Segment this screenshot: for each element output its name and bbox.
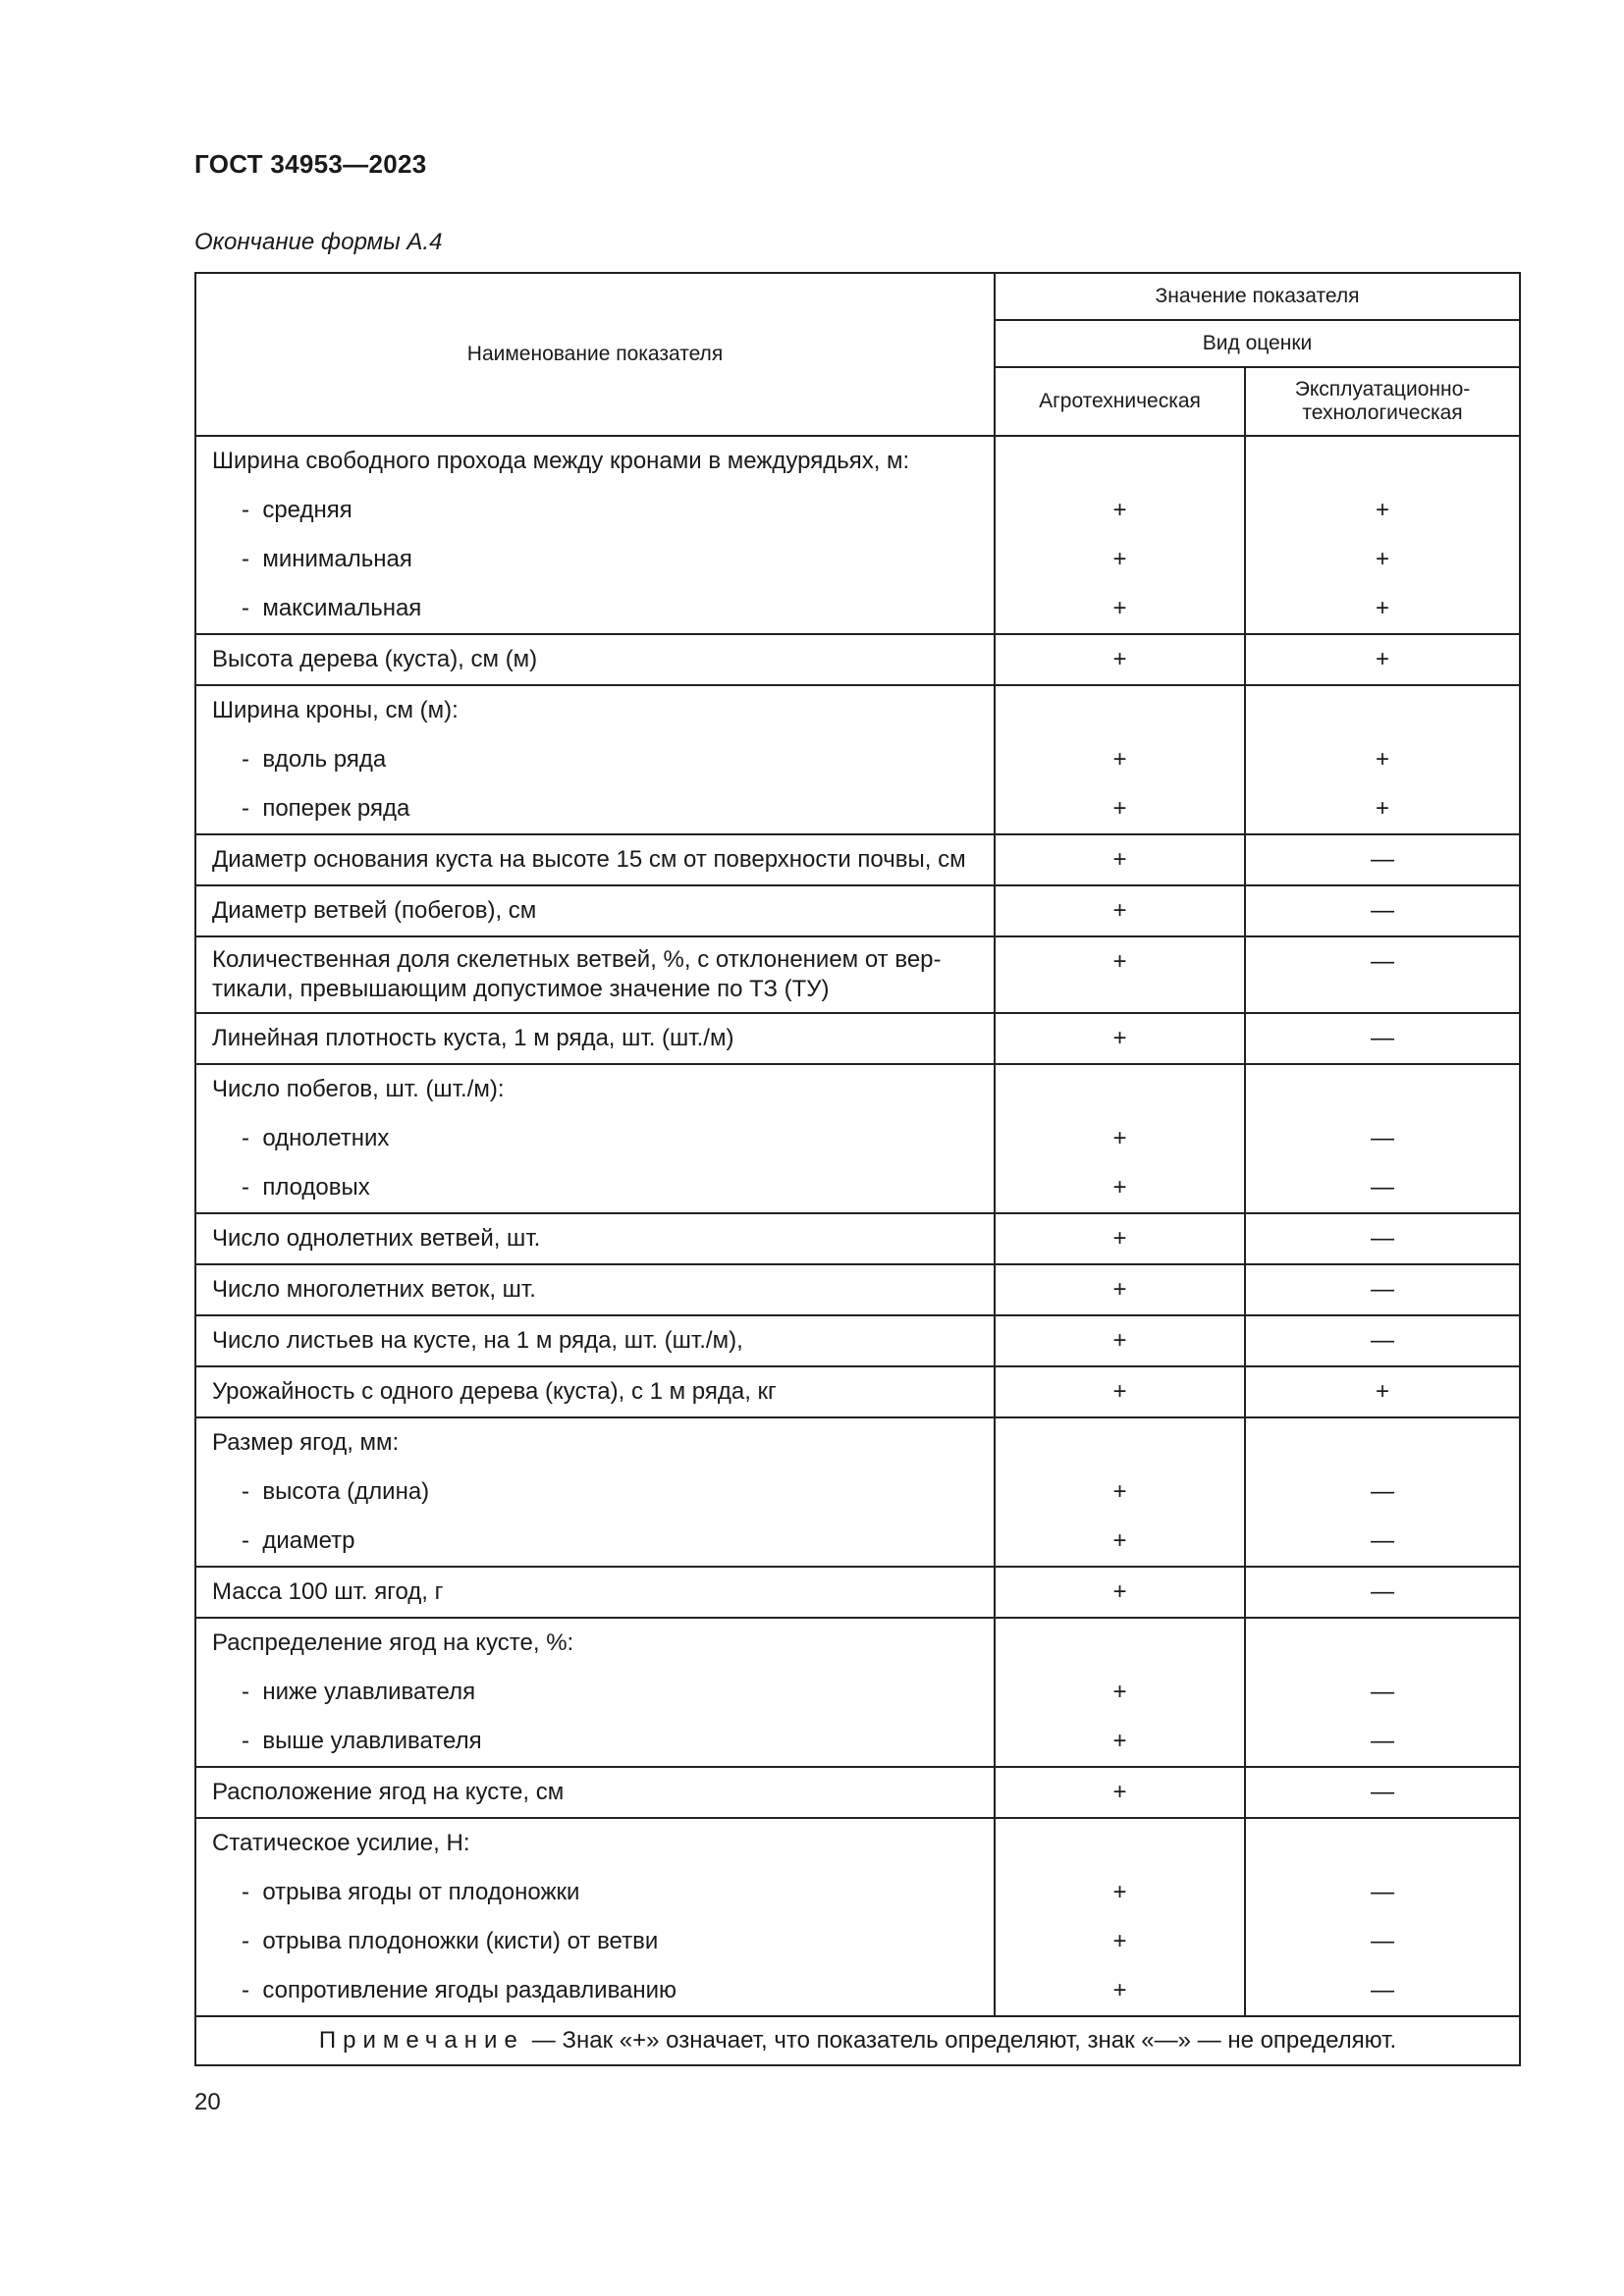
- indicator-text: сопротивление ягоды раздавливанию: [262, 1977, 677, 2003]
- indicator-name: [196, 1014, 994, 1063]
- mark-value: +: [1112, 1728, 1127, 1754]
- mark-value: +: [1112, 497, 1127, 523]
- table-caption: Окончание формы А.4: [194, 229, 443, 255]
- indicator-name: [196, 835, 994, 884]
- mark-value: +: [1112, 1125, 1127, 1151]
- table-row: [195, 1818, 1520, 2016]
- table-body: [195, 436, 1520, 2016]
- mark-value: [996, 1065, 1244, 1114]
- indicator-text: Расположение ягод на кусте, см: [212, 1779, 565, 1805]
- mark-value: +: [1376, 746, 1390, 773]
- agrotechnical-mark-cell: [995, 1618, 1245, 1767]
- mark-value: +: [1112, 1928, 1127, 1954]
- indicator-subitem: [196, 584, 994, 633]
- agrotechnical-mark-cell: [995, 1567, 1245, 1618]
- indicator-name: [196, 1619, 994, 1668]
- indicator-name-cell: [195, 685, 995, 834]
- list-dash: -: [242, 1879, 263, 1905]
- list-dash: -: [242, 1174, 263, 1201]
- operational-mark-cell: [1245, 436, 1520, 634]
- agrotechnical-mark-cell: [995, 885, 1245, 936]
- table-row: [195, 1213, 1520, 1264]
- indicator-name: [196, 1065, 994, 1114]
- indicator-text: Статическое усилие, Н:: [212, 1830, 470, 1856]
- indicator-text: Размер ягод, мм:: [212, 1429, 400, 1456]
- list-dash: -: [242, 595, 263, 621]
- agrotechnical-mark-cell: [995, 1213, 1245, 1264]
- indicator-name-line: Количественная доля скелетных ветвей, %, с отклонением от вер-: [212, 946, 942, 973]
- mark-value: —: [1371, 897, 1394, 924]
- indicator-name: [196, 635, 994, 684]
- mark-value: +: [1376, 497, 1390, 523]
- mark-value: [996, 1819, 1244, 1868]
- mark-value: —: [1371, 1527, 1394, 1554]
- indicator-subitem: [196, 1717, 994, 1766]
- indicator-name-cell: [195, 834, 995, 885]
- header-operational-line-2: технологическая: [1302, 401, 1463, 424]
- header-operational-line-1: Эксплуатационно-: [1294, 378, 1471, 400]
- indicator-text: однолетних: [262, 1125, 390, 1151]
- list-dash: -: [242, 1679, 263, 1705]
- indicator-text: Диаметр ветвей (побегов), см: [212, 897, 537, 924]
- table-row: [195, 1618, 1520, 1767]
- agrotechnical-mark-cell: [995, 1264, 1245, 1315]
- mark-value: +: [1376, 646, 1390, 672]
- agrotechnical-mark-cell: [995, 1013, 1245, 1064]
- indicator-text: диаметр: [262, 1527, 355, 1554]
- note-lead: Примечание: [318, 2027, 524, 2054]
- table-row: [195, 834, 1520, 885]
- indicator-text: ниже улавливателя: [262, 1679, 476, 1705]
- page-number: 20: [194, 2089, 221, 2115]
- mark-value: +: [1376, 795, 1390, 822]
- agrotechnical-mark-cell: [995, 1417, 1245, 1567]
- table-row: [195, 885, 1520, 936]
- mark-value: +: [1376, 1378, 1390, 1405]
- operational-mark-cell: [1245, 1567, 1520, 1618]
- header-indicator-name: Наименование показателя: [195, 273, 995, 436]
- indicator-subitem: [196, 784, 994, 833]
- header-indicator-value: Значение показателя: [995, 273, 1520, 320]
- table-row: [195, 436, 1520, 634]
- table-row: [195, 685, 1520, 834]
- indicator-text: поперек ряда: [262, 795, 410, 822]
- indicator-name: [196, 1316, 994, 1365]
- list-dash: -: [242, 1928, 263, 1954]
- indicator-name-cell: [195, 1417, 995, 1567]
- indicator-subitem: [196, 535, 994, 584]
- mark-value: +: [1112, 846, 1127, 873]
- header-agrotechnical: Агротехническая: [995, 367, 1245, 436]
- indicator-text: Урожайность с одного дерева (куста), с 1 м ряда, кг: [212, 1378, 777, 1405]
- indicator-text: отрыва плодоножки (кисти) от ветви: [262, 1928, 659, 1954]
- mark-value: +: [1376, 546, 1390, 572]
- mark-value: +: [1112, 795, 1127, 822]
- operational-mark-cell: [1245, 1417, 1520, 1567]
- list-dash: -: [242, 1125, 263, 1151]
- agrotechnical-mark-cell: [995, 685, 1245, 834]
- mark-value: +: [1112, 1879, 1127, 1905]
- mark-value: +: [1112, 1378, 1127, 1405]
- list-dash: -: [242, 795, 263, 822]
- mark-value: —: [1371, 1174, 1394, 1201]
- indicator-text: Число многолетних веток, шт.: [212, 1276, 536, 1303]
- mark-value: +: [1112, 646, 1127, 672]
- mark-value: —: [1371, 1578, 1394, 1605]
- mark-value: [996, 1418, 1244, 1468]
- table-row: [195, 1417, 1520, 1567]
- mark-value: [1246, 437, 1519, 486]
- indicator-text: выше улавливателя: [262, 1728, 482, 1754]
- table-row: [195, 1366, 1520, 1417]
- mark-value: +: [1112, 897, 1127, 924]
- mark-value: +: [1112, 1679, 1127, 1705]
- agrotechnical-mark-cell: [995, 1818, 1245, 2016]
- indicator-text: плодовых: [262, 1174, 370, 1201]
- mark-value: —: [1371, 1728, 1394, 1754]
- indicator-name-cell: [195, 634, 995, 685]
- mark-value: +: [1112, 1025, 1127, 1051]
- mark-value: +: [1112, 1977, 1127, 2003]
- note-text: — Знак «+» означает, что показатель определяют, знак «—» — не определяют.: [531, 2027, 1397, 2054]
- indicator-text: Распределение ягод на кусте, %:: [212, 1629, 574, 1656]
- indicator-subitem: [196, 1917, 994, 1966]
- operational-mark-cell: [1245, 1366, 1520, 1417]
- mark-value: —: [1371, 948, 1394, 975]
- indicator-subitem: [196, 1868, 994, 1917]
- list-dash: -: [242, 546, 263, 572]
- indicator-subitem: [196, 1163, 994, 1212]
- agrotechnical-mark-cell: [995, 1315, 1245, 1366]
- indicator-name-cell: [195, 1264, 995, 1315]
- mark-value: +: [1112, 948, 1127, 975]
- indicator-name: [196, 886, 994, 935]
- indicator-table: [194, 272, 1521, 2066]
- table-row: [195, 1315, 1520, 1366]
- operational-mark-cell: [1245, 834, 1520, 885]
- mark-value: —: [1371, 1276, 1394, 1303]
- mark-value: +: [1112, 1225, 1127, 1252]
- indicator-subitem: [196, 1966, 994, 2015]
- mark-value: +: [1112, 1478, 1127, 1505]
- operational-mark-cell: [1245, 936, 1520, 1013]
- indicator-name-cell: [195, 885, 995, 936]
- table-row: [195, 634, 1520, 685]
- operational-mark-cell: [1245, 885, 1520, 936]
- operational-mark-cell: [1245, 1767, 1520, 1818]
- agrotechnical-mark-cell: [995, 1366, 1245, 1417]
- mark-value: +: [1112, 1578, 1127, 1605]
- indicator-name-cell: [195, 1366, 995, 1417]
- agrotechnical-mark-cell: [995, 436, 1245, 634]
- indicator-name-cell: [195, 1213, 995, 1264]
- header-assessment-kind: Вид оценки: [995, 320, 1520, 367]
- header-operational: [1245, 367, 1520, 436]
- mark-value: —: [1371, 1025, 1394, 1051]
- indicator-text: Число листьев на кусте, на 1 м ряда, шт. (шт./м),: [212, 1327, 743, 1354]
- mark-value: [1246, 1819, 1519, 1868]
- indicator-name: [196, 686, 994, 735]
- agrotechnical-mark-cell: [995, 1064, 1245, 1213]
- list-dash: -: [242, 497, 263, 523]
- mark-value: —: [1371, 1928, 1394, 1954]
- operational-mark-cell: [1245, 1818, 1520, 2016]
- table-row: [195, 936, 1520, 1013]
- mark-value: +: [1112, 1276, 1127, 1303]
- agrotechnical-mark-cell: [995, 1767, 1245, 1818]
- agrotechnical-mark-cell: [995, 834, 1245, 885]
- table-row: [195, 1567, 1520, 1618]
- indicator-name-cell: [195, 1567, 995, 1618]
- mark-value: —: [1371, 846, 1394, 873]
- mark-value: —: [1371, 1879, 1394, 1905]
- indicator-name: [196, 1819, 994, 1868]
- indicator-name: [196, 937, 994, 1012]
- list-dash: -: [242, 1527, 263, 1554]
- mark-value: —: [1371, 1225, 1394, 1252]
- operational-mark-cell: [1245, 1618, 1520, 1767]
- indicator-name-cell: [195, 1315, 995, 1366]
- indicator-subitem: [196, 735, 994, 784]
- mark-value: [1246, 686, 1519, 735]
- list-dash: -: [242, 746, 263, 773]
- indicator-text: Ширина свободного прохода между кронами в междурядьях, м:: [212, 448, 910, 474]
- indicator-name: [196, 1367, 994, 1416]
- mark-value: +: [1112, 746, 1127, 773]
- table-row: [195, 1264, 1520, 1315]
- mark-value: [996, 437, 1244, 486]
- indicator-text: вдоль ряда: [262, 746, 387, 773]
- mark-value: —: [1371, 1779, 1394, 1805]
- table-note: [195, 2016, 1520, 2065]
- indicator-name: [196, 1265, 994, 1314]
- indicator-name-cell: [195, 436, 995, 634]
- mark-value: —: [1371, 1478, 1394, 1505]
- indicator-name-cell: [195, 1013, 995, 1064]
- indicator-name-cell: [195, 936, 995, 1013]
- mark-value: +: [1112, 1174, 1127, 1201]
- mark-value: [1246, 1418, 1519, 1468]
- mark-value: +: [1112, 1327, 1127, 1354]
- mark-value: —: [1371, 1977, 1394, 2003]
- agrotechnical-mark-cell: [995, 936, 1245, 1013]
- indicator-text: отрыва ягоды от плодоножки: [262, 1879, 580, 1905]
- indicator-name: [196, 1418, 994, 1468]
- agrotechnical-mark-cell: [995, 634, 1245, 685]
- operational-mark-cell: [1245, 1315, 1520, 1366]
- indicator-subitem: [196, 486, 994, 535]
- table-row: [195, 1013, 1520, 1064]
- mark-value: [1246, 1619, 1519, 1668]
- mark-value: [1246, 1065, 1519, 1114]
- operational-mark-cell: [1245, 1264, 1520, 1315]
- mark-value: [996, 686, 1244, 735]
- mark-value: +: [1112, 1779, 1127, 1805]
- indicator-name-line: тикали, превышающим допустимое значение по ТЗ (ТУ): [212, 976, 830, 1002]
- mark-value: [996, 1619, 1244, 1668]
- mark-value: —: [1371, 1125, 1394, 1151]
- indicator-text: средняя: [262, 497, 352, 523]
- operational-mark-cell: [1245, 634, 1520, 685]
- indicator-text: Ширина кроны, см (м):: [212, 697, 459, 723]
- mark-value: +: [1112, 546, 1127, 572]
- mark-value: +: [1112, 1527, 1127, 1554]
- indicator-name-cell: [195, 1818, 995, 2016]
- list-dash: -: [242, 1977, 263, 2003]
- operational-mark-cell: [1245, 685, 1520, 834]
- mark-value: —: [1371, 1679, 1394, 1705]
- operational-mark-cell: [1245, 1064, 1520, 1213]
- list-dash: -: [242, 1478, 263, 1505]
- indicator-name: [196, 1768, 994, 1817]
- indicator-name: [196, 437, 994, 486]
- indicator-text: Число побегов, шт. (шт./м):: [212, 1076, 505, 1102]
- indicator-text: максимальная: [262, 595, 422, 621]
- indicator-subitem: [196, 1668, 994, 1717]
- indicator-name-cell: [195, 1618, 995, 1767]
- mark-value: +: [1112, 595, 1127, 621]
- document-code: ГОСТ 34953—2023: [194, 149, 427, 179]
- operational-mark-cell: [1245, 1213, 1520, 1264]
- indicator-text: Масса 100 шт. ягод, г: [212, 1578, 444, 1605]
- indicator-text: минимальная: [262, 546, 412, 572]
- table-row: [195, 1064, 1520, 1213]
- indicator-subitem: [196, 1114, 994, 1163]
- indicator-name: [196, 1568, 994, 1617]
- table-row: [195, 1767, 1520, 1818]
- indicator-text: Число однолетних ветвей, шт.: [212, 1225, 541, 1252]
- indicator-text: высота (длина): [262, 1478, 430, 1505]
- mark-value: —: [1371, 1327, 1394, 1354]
- indicator-text: Высота дерева (куста), см (м): [212, 646, 538, 672]
- indicator-name-cell: [195, 1064, 995, 1213]
- list-dash: -: [242, 1728, 263, 1754]
- indicator-subitem: [196, 1517, 994, 1566]
- indicator-subitem: [196, 1468, 994, 1517]
- indicator-text: Линейная плотность куста, 1 м ряда, шт. (шт./м): [212, 1025, 734, 1051]
- operational-mark-cell: [1245, 1013, 1520, 1064]
- mark-value: +: [1376, 595, 1390, 621]
- indicator-name-cell: [195, 1767, 995, 1818]
- indicator-text: Диаметр основания куста на высоте 15 см от поверхности почвы, см: [212, 846, 966, 873]
- indicator-name: [196, 1214, 994, 1263]
